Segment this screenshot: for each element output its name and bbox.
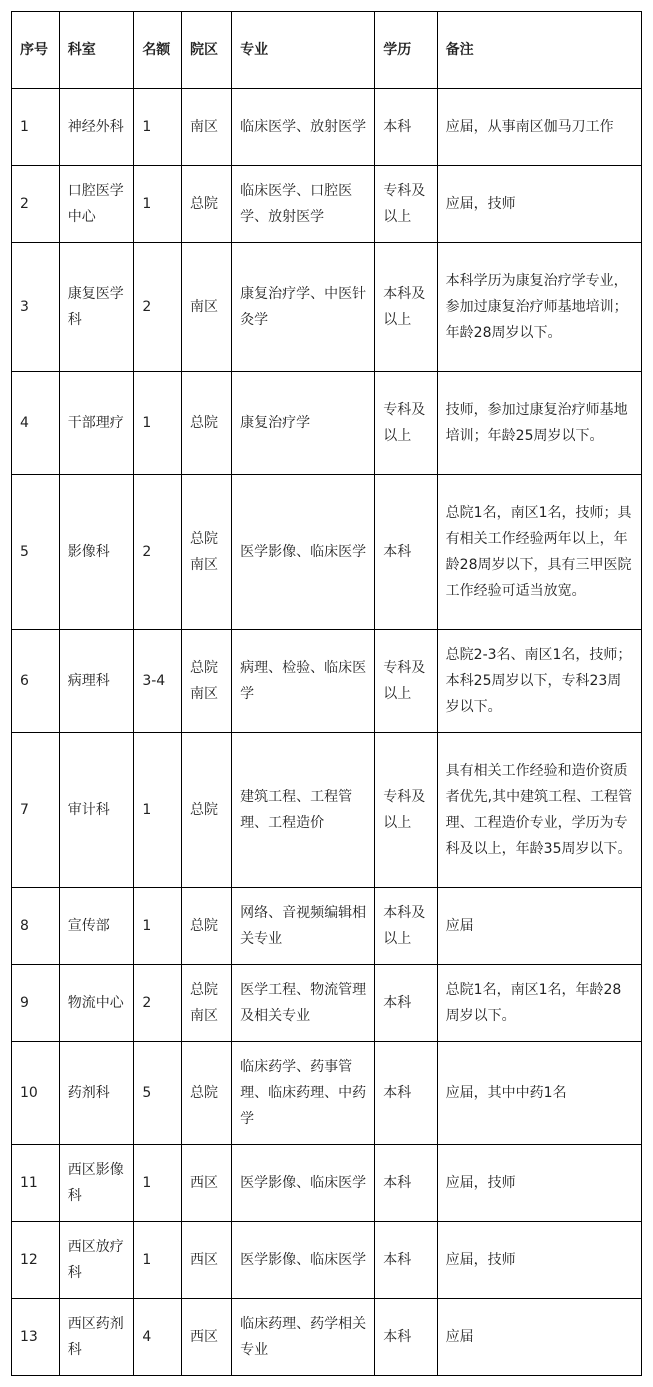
table-row [12, 372, 642, 475]
row-no: 5 [12, 475, 60, 630]
row-note: 应届 [437, 1299, 641, 1376]
row-edu: 本科 [375, 475, 437, 630]
row-campus: 西区 [182, 1222, 232, 1299]
table-row [12, 1222, 642, 1299]
row-no: 6 [12, 630, 60, 733]
row-major: 临床医学、口腔医学、放射医学 [232, 166, 375, 243]
row-note: 应届，技师 [437, 166, 641, 243]
row-note: 应届，技师 [437, 1145, 641, 1222]
row-no: 13 [12, 1299, 60, 1376]
row-campus: 总院 [182, 888, 232, 965]
table-row [12, 243, 642, 372]
row-note: 应届，其中中药1名 [437, 1042, 641, 1145]
row-no: 7 [12, 733, 60, 888]
row-quota: 3-4 [134, 630, 182, 733]
row-no: 2 [12, 166, 60, 243]
row-note: 应届，从事南区伽马刀工作 [437, 89, 641, 166]
row-no: 11 [12, 1145, 60, 1222]
table-row [12, 630, 642, 733]
row-dept: 审计科 [59, 733, 134, 888]
row-note: 应届 [437, 888, 641, 965]
table-row [12, 1042, 642, 1145]
row-campus: 总院 [182, 372, 232, 475]
row-dept: 药剂科 [59, 1042, 134, 1145]
row-no: 9 [12, 965, 60, 1042]
row-major: 临床医学、放射医学 [232, 89, 375, 166]
row-no: 8 [12, 888, 60, 965]
row-campus: 总院南区 [182, 475, 232, 630]
row-major: 网络、音视频编辑相关专业 [232, 888, 375, 965]
row-dept: 西区影像科 [59, 1145, 134, 1222]
row-dept: 物流中心 [59, 965, 134, 1042]
row-edu: 本科 [375, 965, 437, 1042]
row-edu: 专科及以上 [375, 630, 437, 733]
row-quota: 2 [134, 243, 182, 372]
row-dept: 宣传部 [59, 888, 134, 965]
row-note: 具有相关工作经验和造价资质者优先,其中建筑工程、工程管理、工程造价专业，学历为专科及以上，年龄35周岁以下。 [437, 733, 641, 888]
row-no: 3 [12, 243, 60, 372]
table-row [12, 89, 642, 166]
row-edu: 专科及以上 [375, 372, 437, 475]
header-major: 专业 [232, 12, 375, 89]
row-edu: 本科及以上 [375, 243, 437, 372]
row-quota: 1 [134, 166, 182, 243]
row-no: 12 [12, 1222, 60, 1299]
row-major: 建筑工程、工程管理、工程造价 [232, 733, 375, 888]
row-major: 临床药理、药学相关专业 [232, 1299, 375, 1376]
row-quota: 1 [134, 372, 182, 475]
row-major: 医学工程、物流管理及相关专业 [232, 965, 375, 1042]
row-dept: 病理科 [59, 630, 134, 733]
row-dept: 干部理疗 [59, 372, 134, 475]
row-quota: 2 [134, 475, 182, 630]
row-edu: 本科 [375, 1222, 437, 1299]
row-campus: 总院南区 [182, 630, 232, 733]
row-campus: 总院 [182, 1042, 232, 1145]
row-note: 应届，技师 [437, 1222, 641, 1299]
header-row [12, 12, 642, 89]
row-major: 临床药学、药事管理、临床药理、中药学 [232, 1042, 375, 1145]
row-note: 技师，参加过康复治疗师基地培训；年龄25周岁以下。 [437, 372, 641, 475]
table-row [12, 1145, 642, 1222]
recruitment-table [11, 11, 642, 1376]
row-no: 10 [12, 1042, 60, 1145]
row-campus: 总院南区 [182, 965, 232, 1042]
table-row [12, 888, 642, 965]
table-row [12, 166, 642, 243]
row-note: 本科学历为康复治疗学专业，参加过康复治疗师基地培训；年龄28周岁以下。 [437, 243, 641, 372]
header-dept: 科室 [59, 12, 134, 89]
row-quota: 4 [134, 1299, 182, 1376]
row-quota: 5 [134, 1042, 182, 1145]
row-major: 医学影像、临床医学 [232, 475, 375, 630]
row-quota: 1 [134, 888, 182, 965]
row-note: 总院1名，南区1名，年龄28周岁以下。 [437, 965, 641, 1042]
header-campus: 院区 [182, 12, 232, 89]
row-major: 康复治疗学 [232, 372, 375, 475]
table-row [12, 1299, 642, 1376]
row-quota: 1 [134, 89, 182, 166]
row-edu: 本科 [375, 1299, 437, 1376]
row-dept: 西区放疗科 [59, 1222, 134, 1299]
header-edu: 学历 [375, 12, 437, 89]
row-edu: 本科及以上 [375, 888, 437, 965]
row-campus: 南区 [182, 89, 232, 166]
row-campus: 总院 [182, 166, 232, 243]
row-major: 医学影像、临床医学 [232, 1145, 375, 1222]
row-edu: 本科 [375, 1145, 437, 1222]
row-major: 康复治疗学、中医针灸学 [232, 243, 375, 372]
row-campus: 南区 [182, 243, 232, 372]
row-dept: 西区药剂科 [59, 1299, 134, 1376]
row-note: 总院1名，南区1名，技师；具有相关工作经验两年以上，年龄28周岁以下，具有三甲医院工作经验可适当放宽。 [437, 475, 641, 630]
row-quota: 1 [134, 1145, 182, 1222]
row-no: 1 [12, 89, 60, 166]
row-major: 病理、检验、临床医学 [232, 630, 375, 733]
row-edu: 专科及以上 [375, 733, 437, 888]
table-row [12, 475, 642, 630]
row-no: 4 [12, 372, 60, 475]
row-dept: 口腔医学中心 [59, 166, 134, 243]
row-dept: 影像科 [59, 475, 134, 630]
row-edu: 本科 [375, 89, 437, 166]
row-quota: 2 [134, 965, 182, 1042]
row-campus: 总院 [182, 733, 232, 888]
row-major: 医学影像、临床医学 [232, 1222, 375, 1299]
row-campus: 西区 [182, 1299, 232, 1376]
row-note: 总院2-3名、南区1名，技师；本科25周岁以下，专科23周岁以下。 [437, 630, 641, 733]
row-quota: 1 [134, 733, 182, 888]
row-dept: 康复医学科 [59, 243, 134, 372]
row-campus: 西区 [182, 1145, 232, 1222]
header-note: 备注 [437, 12, 641, 89]
row-quota: 1 [134, 1222, 182, 1299]
header-no: 序号 [12, 12, 60, 89]
row-edu: 专科及以上 [375, 166, 437, 243]
table-row [12, 733, 642, 888]
table-row [12, 965, 642, 1042]
header-quota: 名额 [134, 12, 182, 89]
row-edu: 本科 [375, 1042, 437, 1145]
row-dept: 神经外科 [59, 89, 134, 166]
